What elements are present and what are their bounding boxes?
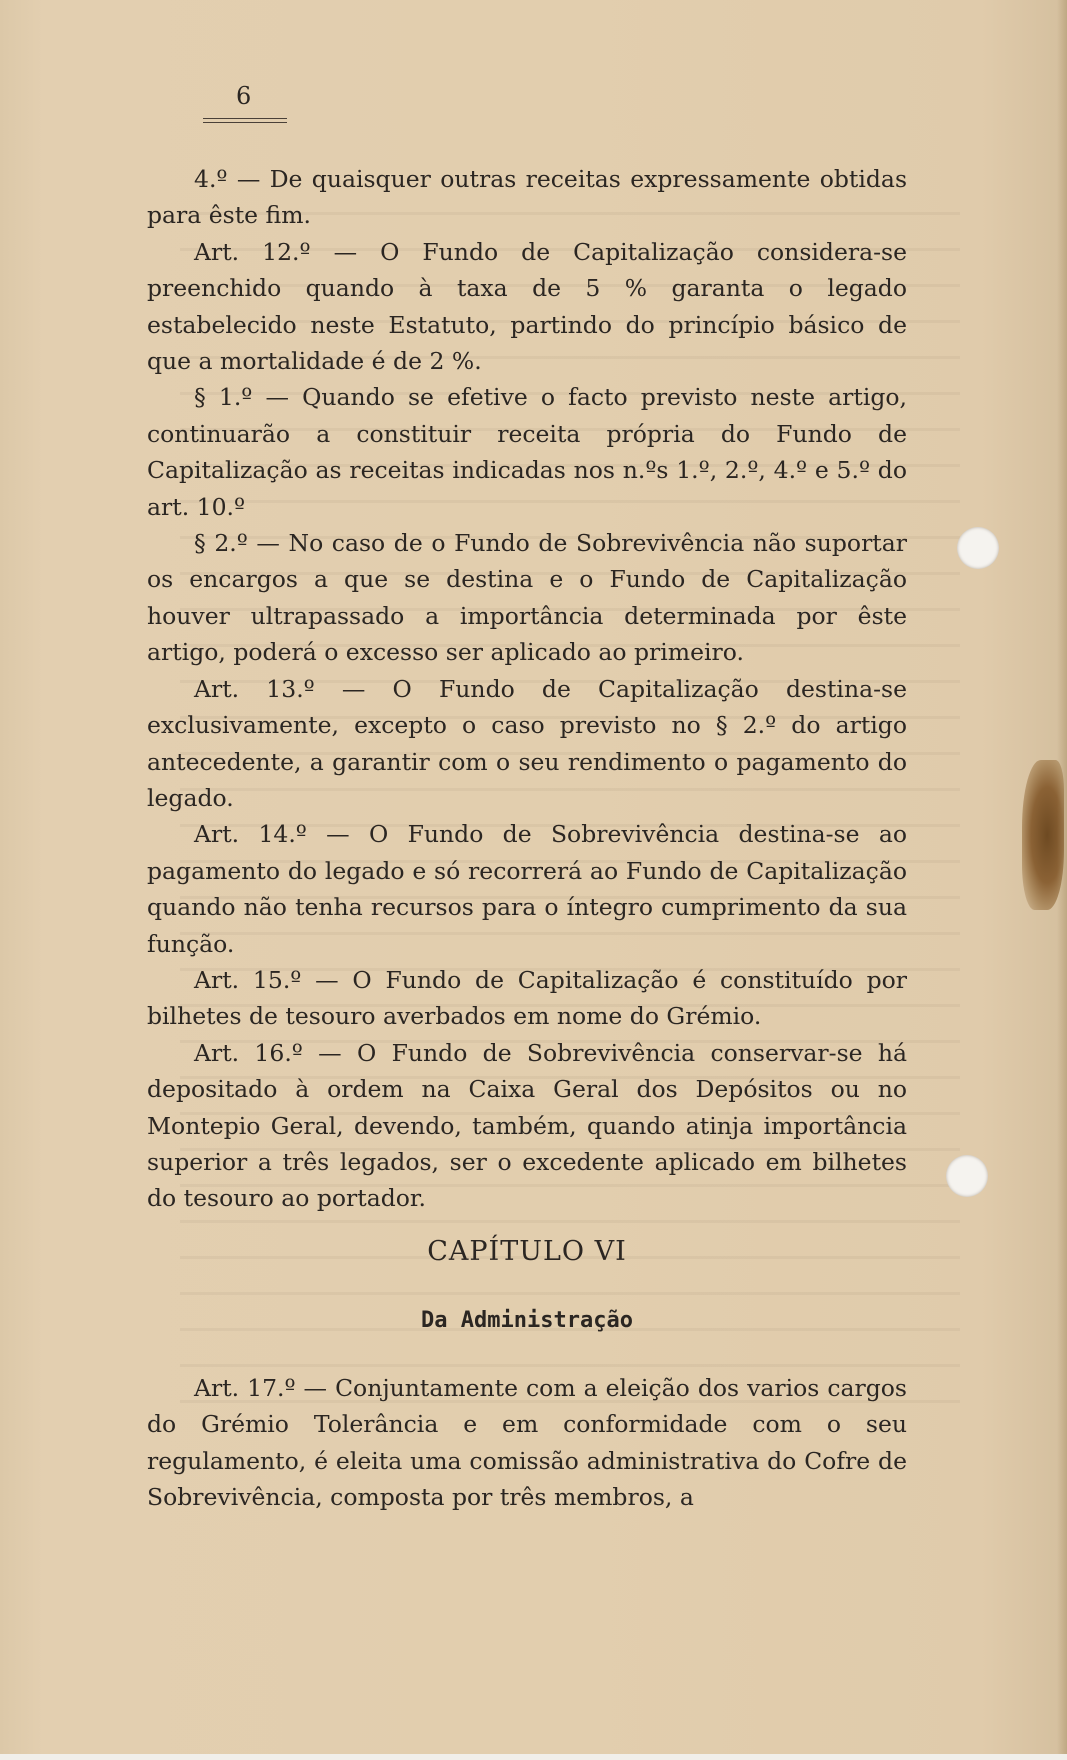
- paragraph-art-15: Art. 15.º — O Fundo de Capitalização é constituído por bilhetes de tesouro averbados em nome do Grémio.: [147, 965, 907, 1031]
- paragraph-art-14: Art. 14.º — O Fundo de Sobrevivência destina-se ao pagamento do legado e só recorrerá ao Fundo de Capitalização quando não tenha recursos para o íntegro cumprimento da sua função.: [147, 820, 907, 958]
- paragraph-art-16: Art. 16.º — O Fundo de Sobrevivência conservar-se há depositado à ordem na Caixa Geral dos Depósitos ou no Montepio Geral, devendo, também, quando atinja importância superior a três legados, ser o excedente aplicado em bilhetes do tesouro ao portador.: [147, 1038, 907, 1213]
- paragraph-art-13: Art. 13.º — O Fundo de Capitalização destina-se exclusivamente, excepto o caso previsto no § 2.º do artigo antecedente, a garantir com o seu rendimento o pagamento do legado.: [147, 674, 907, 812]
- page-number: 6: [236, 82, 252, 110]
- page-edge-shadow: [1057, 0, 1067, 1760]
- paragraph-art-12-section-2: § 2.º — No caso de o Fundo de Sobrevivência não suportar os encargos a que se destina e o Fundo de Capitalização houver ultrapassado a importância determinada por êste artigo, poderá o excesso ser aplicado ao primeiro.: [147, 529, 907, 667]
- punch-hole-top: [957, 527, 999, 569]
- paragraph-art-17: Art. 17.º — Conjuntamente com a eleição dos varios cargos do Grémio Tolerância e em conformidade com o seu regulamento, é eleita uma comissão administrativa do Cofre de Sobrevivência, composta por três membros, a: [147, 1374, 907, 1512]
- punch-hole-bottom: [946, 1155, 988, 1197]
- scan-bottom-edge: [0, 1754, 1067, 1760]
- paragraph-item-4: 4.º — De quaisquer outras receitas expressamente obtidas para êste fim.: [147, 165, 907, 230]
- chapter-title: CAPÍTULO VI: [427, 1236, 627, 1267]
- body-text-lower: [147, 1370, 907, 1516]
- body-text-upper: [147, 161, 907, 1217]
- page-number-rule: [203, 118, 287, 123]
- paragraph-art-12: Art. 12.º — O Fundo de Capitalização considera-se preenchido quando à taxa de 5 % garanta o legado estabelecido neste Estatuto, partindo do princípio básico de que a mortalidade é de 2 %.: [147, 237, 907, 376]
- section-title: Da Administração: [421, 1308, 633, 1333]
- paragraph-art-12-section-1: § 1.º — Quando se efetive o facto previsto neste artigo, continuarão a constituir receita própria do Fundo de Capitalização as receitas indicadas nos n.ºs 1.º, 2.º, 4.º e 5.º do art. 10.º: [147, 383, 907, 521]
